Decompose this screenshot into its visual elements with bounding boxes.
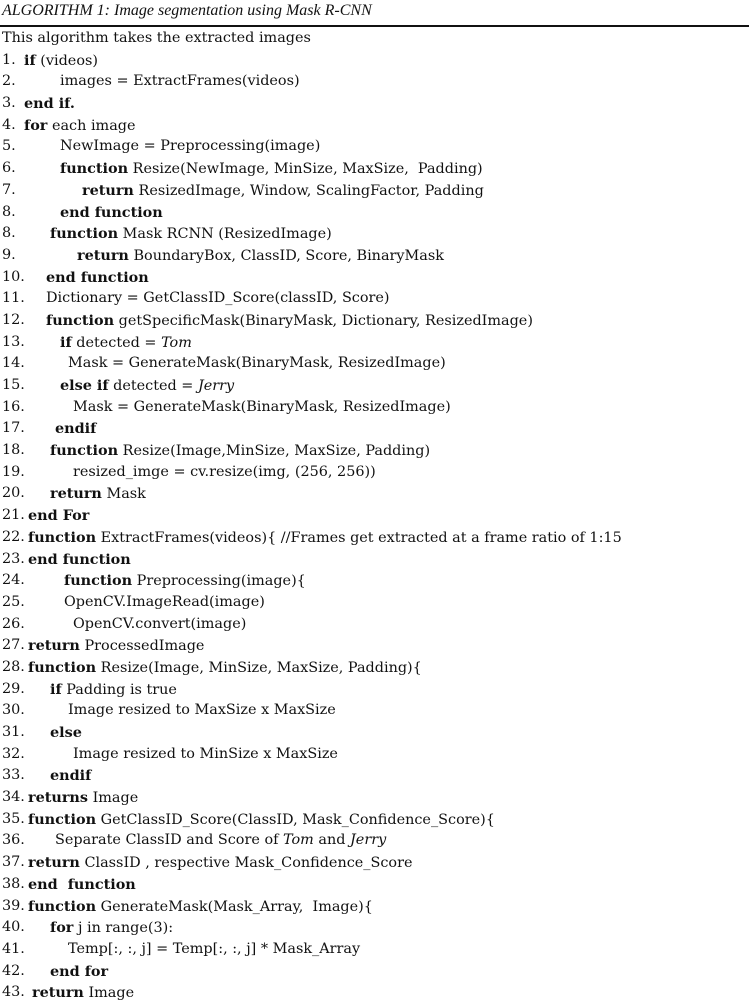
line-code [73, 462, 376, 484]
line-code [28, 527, 622, 550]
code-text: ResizedImage, Window, ScalingFactor, Padding [133, 182, 484, 199]
code-text: GetClassID_Score(ClassID, Mask_Confidence_Score){ [96, 811, 495, 828]
keyword: endif [50, 767, 92, 785]
code-line [0, 462, 749, 484]
keyword: if [24, 51, 36, 69]
line-code [68, 700, 336, 722]
line-code [50, 765, 91, 788]
line-number: 31. [2, 724, 25, 740]
line-code [28, 657, 422, 680]
code-line [0, 288, 749, 310]
code-text: and [313, 832, 351, 849]
line-code [28, 874, 136, 897]
keyword: function [50, 225, 119, 243]
code-text: Preprocessing(image){ [132, 573, 306, 590]
line-code [50, 917, 173, 940]
code-line [0, 961, 749, 983]
code-text: ClassID , respective Mask_Confidence_Score [79, 855, 413, 872]
code-line [0, 809, 749, 831]
line-number: 35. [2, 810, 25, 827]
line-number: 20. [2, 485, 25, 502]
code-text: Resize(NewImage, MinSize, MaxSize, Padding) [128, 161, 483, 178]
keyword: end function [28, 875, 136, 893]
keyword: for [24, 116, 48, 134]
keyword: end for [50, 962, 109, 980]
line-number: 30. [2, 702, 25, 719]
line-code [55, 830, 386, 852]
line-number: 27. [2, 637, 25, 654]
code-line [0, 136, 749, 158]
code-text: Resize(Image,MinSize, MaxSize, Padding) [118, 443, 431, 460]
code-line [0, 375, 749, 397]
keyword: function [28, 810, 97, 828]
line-number: 25. [2, 593, 25, 610]
line-number: 33. [2, 767, 25, 784]
code-line [0, 549, 749, 571]
line-number: 19. [2, 463, 25, 480]
italic-term: Tom [161, 334, 192, 351]
code-text: Temp[:, :, j] = Temp[:, :, j] * Mask_Array [68, 940, 361, 957]
keyword: function [46, 311, 115, 329]
keyword: function [28, 528, 97, 546]
code-line [0, 245, 749, 267]
code-line [0, 917, 749, 939]
line-code [64, 570, 306, 593]
code-line [0, 93, 749, 115]
code-text: Mask [101, 486, 146, 503]
line-number: 2. [2, 73, 16, 90]
line-code [28, 809, 495, 832]
code-text: ProcessedImage [79, 638, 205, 655]
keyword: end function [28, 550, 131, 568]
keyword: end if. [24, 95, 75, 113]
line-code [60, 332, 192, 355]
line-code [28, 549, 131, 572]
keyword: return [28, 637, 80, 655]
line-number: 29. [2, 680, 25, 697]
algorithm-title: ALGORITHM 1: Image segmentation using Mask R-CNN [2, 2, 372, 19]
code-line [0, 679, 749, 701]
line-code [24, 115, 136, 138]
code-line [0, 635, 749, 657]
code-text: GenerateMask(Mask_Array, Image){ [96, 898, 373, 915]
code-line [0, 158, 749, 180]
line-number: 40. [2, 919, 25, 936]
line-number: 22. [2, 528, 25, 545]
code-line [0, 483, 749, 505]
code-line [0, 852, 749, 874]
algorithm-body [0, 28, 749, 1004]
code-line [0, 202, 749, 224]
line-code [50, 722, 82, 745]
line-number: 37. [2, 854, 25, 871]
code-text: Image resized to MaxSize x MaxSize [68, 702, 336, 719]
code-text: Dictionary = GetClassID_Score(classID, Score) [46, 290, 390, 307]
line-number: 38. [2, 875, 25, 892]
code-line [0, 592, 749, 614]
intro-line [0, 28, 749, 50]
code-line [0, 896, 749, 918]
line-number: 32. [2, 745, 25, 762]
code-line [0, 830, 749, 852]
line-code [50, 223, 332, 246]
line-number: 6. [2, 160, 16, 177]
line-number: 24. [2, 572, 25, 589]
keyword: function [28, 897, 97, 915]
line-code [28, 852, 412, 875]
line-number: 8. [2, 203, 16, 220]
line-code [50, 440, 430, 463]
italic-term: Jerry [350, 832, 387, 849]
keyword: end function [46, 268, 149, 286]
code-line [0, 418, 749, 440]
line-number: 12. [2, 311, 25, 328]
line-code [60, 202, 163, 225]
italic-term: Jerry [197, 378, 235, 394]
code-line [0, 310, 749, 332]
keyword: end For [28, 507, 90, 525]
code-text: Resize(Image, MinSize, MaxSize, Padding){ [96, 659, 422, 676]
code-line [0, 527, 749, 549]
line-number: 26. [2, 615, 25, 632]
code-line [0, 397, 749, 419]
code-text: Mask RCNN (ResizedImage) [118, 226, 332, 243]
code-line [0, 267, 749, 289]
line-number: 10. [2, 268, 25, 285]
keyword: return [82, 181, 134, 199]
line-number: 13. [2, 333, 25, 350]
keyword: return [50, 485, 102, 503]
line-code [64, 592, 265, 614]
code-line [0, 332, 749, 354]
line-number: 39. [2, 897, 25, 914]
line-number: 4. [2, 116, 16, 133]
line-number: 23. [2, 550, 25, 567]
code-text: detected = [71, 334, 162, 351]
code-line [0, 657, 749, 679]
line-code [32, 982, 134, 1005]
keyword: else [50, 724, 82, 741]
code-text: j in range(3): [73, 920, 174, 937]
code-line [0, 939, 749, 961]
line-number: 34. [2, 789, 25, 806]
line-code [60, 158, 483, 181]
code-line [0, 700, 749, 722]
line-code [60, 375, 234, 398]
code-line [0, 982, 749, 1004]
code-line [0, 722, 749, 744]
code-text: Mask = GenerateMask(BinaryMask, ResizedImage) [68, 355, 446, 372]
line-number: 5. [2, 138, 16, 155]
line-number: 17. [2, 420, 25, 437]
code-text: Padding is true [61, 681, 177, 698]
code-line [0, 874, 749, 896]
line-code [73, 397, 451, 419]
line-code [82, 180, 484, 203]
keyword: function [60, 160, 129, 178]
line-code [77, 245, 444, 268]
keyword: function [64, 572, 133, 590]
line-code [50, 679, 177, 702]
code-line [0, 50, 749, 72]
line-code [55, 418, 96, 441]
line-number: 21. [2, 507, 25, 524]
line-number: 43. [2, 984, 25, 1001]
italic-term: Tom [283, 832, 314, 849]
line-code [73, 614, 246, 636]
line-code [28, 505, 89, 528]
keyword: function [50, 442, 119, 460]
line-code [68, 353, 446, 375]
line-code [46, 310, 533, 333]
code-line [0, 505, 749, 527]
keyword: end function [60, 203, 163, 221]
line-number: 41. [2, 940, 25, 957]
code-text: Image resized to MinSize x MaxSize [73, 745, 338, 762]
code-text: images = ExtractFrames(videos) [60, 73, 300, 90]
line-number: 28. [2, 658, 25, 675]
line-number: 42. [2, 962, 25, 979]
code-text: each image [47, 117, 136, 134]
line-number: 9. [2, 246, 16, 263]
code-text: ExtractFrames(videos){ //Frames get extracted at a frame ratio of 1:15 [96, 529, 622, 546]
line-number: 16. [2, 398, 25, 415]
code-line [0, 115, 749, 137]
code-text: (videos) [35, 52, 98, 69]
line-code [50, 961, 108, 984]
code-text: getSpecificMask(BinaryMask, Dictionary, ResizedImage) [114, 312, 533, 329]
code-text: OpenCV.convert(image) [73, 615, 247, 632]
code-text: detected = [108, 378, 198, 394]
keyword: function [28, 658, 97, 676]
code-line [0, 180, 749, 202]
line-code [28, 635, 204, 658]
code-line [0, 71, 749, 93]
line-code [46, 267, 149, 290]
line-code [50, 483, 146, 506]
code-line [0, 570, 749, 592]
line-number: 14. [2, 355, 25, 372]
title-rule [0, 25, 749, 27]
line-code [2, 28, 311, 50]
line-number: 8. [2, 225, 16, 242]
code-text: Image [83, 985, 135, 1002]
line-number: 3. [2, 95, 16, 112]
code-text: Image [88, 790, 139, 807]
code-line [0, 223, 749, 245]
keyword: return [28, 854, 80, 872]
line-number: 1. [2, 51, 16, 68]
line-number: 36. [2, 832, 25, 849]
line-code [60, 136, 320, 158]
code-text: Separate ClassID and Score of [55, 832, 284, 849]
code-line [0, 614, 749, 636]
line-code [68, 939, 360, 961]
code-line [0, 744, 749, 766]
keyword: returns [28, 789, 88, 807]
code-text: resized_imge = cv.resize(img, (256, 256)) [73, 463, 376, 480]
code-text: Mask = GenerateMask(BinaryMask, ResizedImage) [73, 398, 451, 415]
line-code [73, 744, 338, 766]
code-text: This algorithm takes the extracted images [2, 30, 311, 46]
line-number: 7. [2, 181, 16, 198]
code-text: BoundaryBox, ClassID, Score, BinaryMask [128, 247, 444, 264]
keyword: endif [55, 420, 97, 438]
line-number: 11. [2, 290, 25, 307]
keyword: if [50, 680, 62, 698]
code-line [0, 765, 749, 787]
line-code [24, 93, 75, 116]
code-text: NewImage = Preprocessing(image) [60, 138, 321, 155]
code-line [0, 787, 749, 809]
keyword: return [32, 984, 84, 1002]
keyword: return [77, 246, 129, 264]
code-line [0, 353, 749, 375]
keyword: else if [60, 377, 109, 394]
line-code [24, 50, 98, 73]
code-line [0, 440, 749, 462]
line-code [28, 896, 373, 919]
line-code [28, 787, 138, 810]
line-number: 18. [2, 442, 25, 459]
keyword: if [60, 333, 72, 351]
line-number: 15. [2, 377, 25, 393]
line-code [46, 288, 390, 310]
keyword: for [50, 919, 74, 937]
line-code [60, 71, 300, 93]
code-text: OpenCV.ImageRead(image) [64, 593, 265, 610]
